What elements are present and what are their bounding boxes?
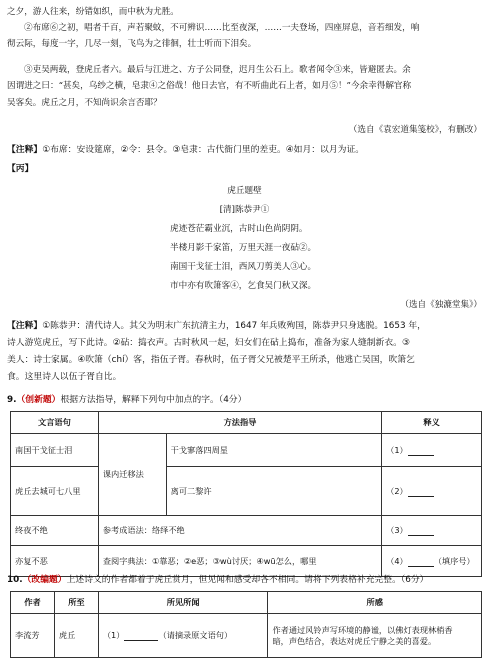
source-citation: （选自《独漉堂集》）	[400, 300, 482, 310]
poem-line: 半楼月影千家笛，万里天涯一夜砧②。	[170, 243, 317, 253]
passage-line: 之夕，游人往来，纷错如织，而中秋为尤胜。	[7, 7, 179, 17]
table-cell-method: 干戈寥落四周星	[166, 434, 381, 467]
table-cell-sentence: 南国干戈征士泪	[11, 434, 99, 467]
table-cell-author: 李流芳	[11, 614, 55, 658]
answer-blank[interactable]	[408, 526, 434, 536]
table-header: 所见所闻	[98, 592, 268, 614]
question-number: 10.	[7, 575, 23, 585]
answer-blank[interactable]	[408, 446, 434, 456]
table-cell-sentence: 虎丘去城可七八里	[11, 467, 99, 516]
table-header: 所至	[54, 592, 98, 614]
poem-line: 虎迹苍茫霸业沉，古时山色尚阴阴。	[170, 224, 308, 234]
table-cell-method: 参考成语法：络绎不绝	[98, 516, 381, 546]
annotation-text: ①布席：安设筵席，②令：县令。③皂隶：古代衙门里的差吏。④如月：以月为证。	[42, 145, 365, 155]
answer-cell	[382, 467, 482, 516]
annotation-line	[7, 142, 482, 158]
passage-line: 吴客矣。虎丘之月，不知尚识余言否耶？	[7, 98, 162, 108]
poem-line: 市中亦有吹箫客④，乞食吴门秋又深。	[170, 281, 317, 291]
answer-blank[interactable]	[124, 631, 158, 641]
feeling-line: 作者通过风铃声写环境的静谧，以佛灯表现林梢香	[272, 624, 453, 635]
answer-cell	[382, 434, 482, 467]
annotation-line: 诗人游览虎丘，写下此诗。②砧：捣衣声。古时秋风一起，妇女们在砧上捣布，准备为家人缝制新衣。③	[7, 338, 410, 348]
answer-hint: （请摘录原文语句）	[158, 630, 233, 640]
answer-blank[interactable]	[408, 487, 434, 497]
annotation-line: 美人：诗士家属。④吹箫（chí）客，指伍子胥。春秋时，伍子胥父兄被楚平王所杀，他逃亡吴国，吹箫乞	[7, 355, 415, 365]
feeling-line: 暗，声色结合，表达对虎丘宁静之美的喜爱。	[272, 635, 437, 646]
table-header: 所感	[268, 592, 482, 614]
answer-cell	[382, 516, 482, 546]
question-10-prompt	[7, 572, 482, 588]
answer-suffix: （填序号）	[433, 555, 475, 566]
question-tag: （改编题）	[22, 575, 67, 585]
annotation-text: ①陈恭尹：清代诗人。其父为明末广东抗清主力，1647 年兵败殉国，陈恭尹只身逃脱。1653 年，	[42, 321, 426, 331]
table-header: 方法指导	[98, 412, 381, 434]
answer-cell	[98, 614, 268, 658]
answer-number: （1）	[386, 444, 408, 455]
table-header: 文言语句	[11, 412, 99, 434]
table-cell-method: 离可二黎许	[166, 467, 381, 516]
poem-title: 虎丘题壁	[227, 186, 262, 196]
answer-number: （3）	[386, 525, 408, 535]
table-cell-method-merged: 课内迁移法	[98, 434, 166, 516]
passage-line: 因谓进之曰：“甚矣，乌纱之横，皂隶④之俗哉！他日去官，有不听曲此石上者，如月⑤！”今余幸得解官称	[7, 81, 412, 91]
poem-author: [清]陈恭尹①	[219, 205, 270, 215]
question-tag: （创新题）	[16, 395, 61, 405]
question-number: 9.	[7, 395, 17, 405]
question-10-table	[10, 591, 482, 658]
table-cell-method: 查阅字典法：①靠恶；②e恶；③wù讨厌；④wū怎么，哪里	[98, 546, 381, 577]
table-cell-sentence: 终夜不绝	[11, 516, 99, 546]
passage-line: ②布席⑥之初，唱者千百，声若聚蚊，不可辨识……比至夜深，……一夫登场，四座屏息，音若细发，响	[24, 23, 420, 33]
table-cell-place: 虎丘	[54, 614, 98, 658]
annotation-line	[7, 318, 482, 334]
annotation-line: 食。这里诗人以伍子胥自比。	[7, 372, 122, 382]
passage-line: ③吏吴两载，登虎丘者六。最后与江进之、方子公同登，迟月生公石上。歌者闻令③来，皆避匿去。余	[24, 65, 411, 75]
answer-number: （2）	[386, 485, 408, 496]
table-header: 作者	[11, 592, 55, 614]
answer-blank[interactable]	[408, 557, 434, 567]
section-label: 【丙】	[7, 164, 34, 174]
answer-number: （1）	[102, 630, 125, 640]
table-header: 释义	[382, 412, 482, 434]
question-text: 根据方法指导，解释下列句中加点的字。（4分）	[60, 395, 247, 405]
table-cell-sentence: 亦复不恶	[11, 546, 99, 577]
question-9-table	[10, 411, 482, 577]
question-text: 上述诗文的作者都着于虎丘赏月，但见闻和感受却各不相同。请将下列表格补充完整。（6分）	[66, 575, 429, 585]
annotation-label: 【注释】	[7, 321, 43, 331]
answer-number: （4）	[386, 555, 408, 566]
passage-line: 彻云际，每度一字，几尽一刻，飞鸟为之徘徊，壮士听而下泪矣。	[7, 39, 257, 49]
annotation-label: 【注释】	[7, 145, 43, 155]
poem-line: 南国干戈征士泪，西风刀剪美人③心。	[170, 262, 317, 272]
question-9-prompt	[7, 392, 482, 408]
source-citation: （选自《袁宏道集笺校》，有删改）	[348, 125, 482, 135]
table-cell-feeling	[268, 614, 482, 658]
